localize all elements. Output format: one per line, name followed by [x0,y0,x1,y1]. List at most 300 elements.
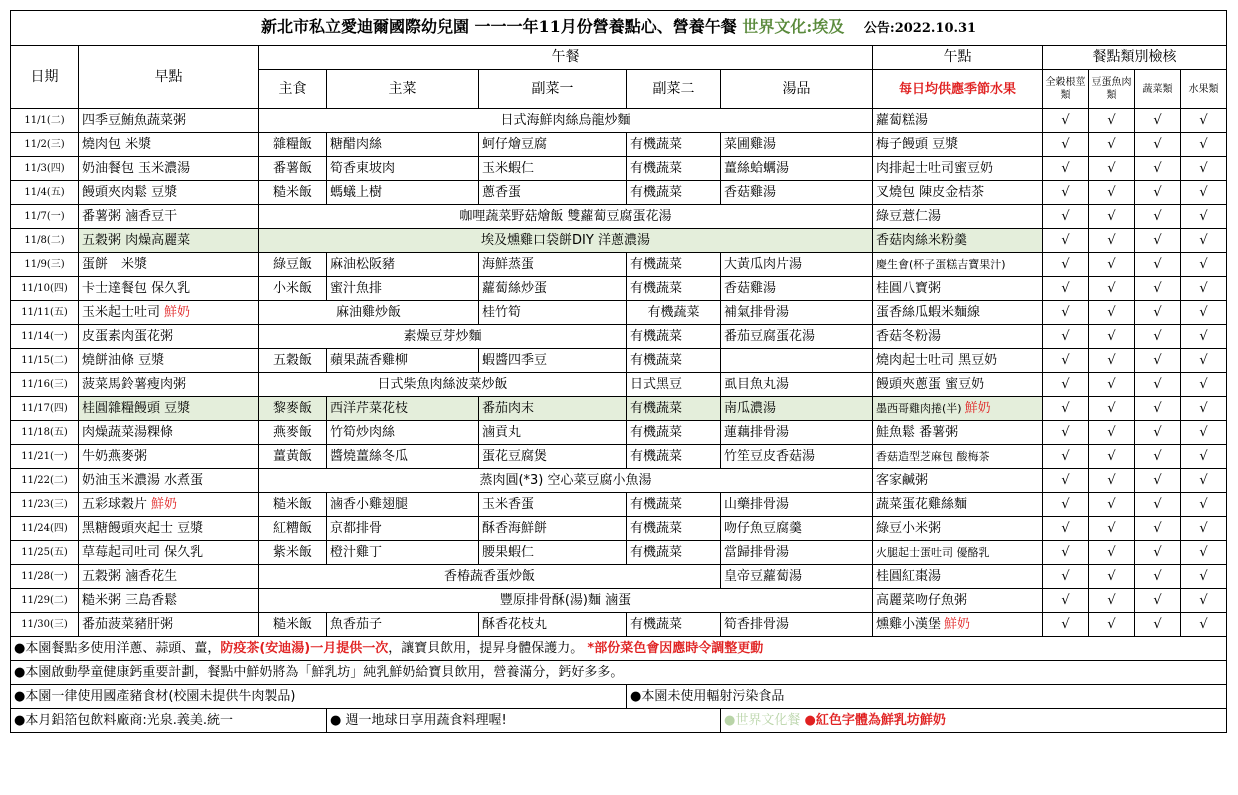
check-mark: √ [1181,277,1227,301]
afternoon-cell [873,589,1043,613]
menu-row [11,205,1227,229]
soup-cell: 山藥排骨湯 [721,493,873,517]
side1-cell: 蚵仔燴豆腐 [479,133,627,157]
check-mark: √ [1089,157,1135,181]
menu-row [11,613,1227,637]
breakfast-cell [79,157,259,181]
main-dish-cell: 京都排骨 [327,517,479,541]
check-mark: √ [1135,349,1181,373]
header-lunch: 午餐 [259,46,873,70]
date-cell: 11/4(五) [11,181,79,205]
check-mark: √ [1181,493,1227,517]
date-cell: 11/24(四) [11,517,79,541]
check-mark: √ [1089,397,1135,421]
soup-cell: 蓮藕排骨湯 [721,421,873,445]
staple-cell: 小米飯 [259,277,327,301]
date-cell: 11/7(一) [11,205,79,229]
header-staple: 主食 [259,70,327,109]
breakfast-cell [79,613,259,637]
check-mark: √ [1181,301,1227,325]
check-mark: √ [1089,181,1135,205]
check-mark: √ [1135,541,1181,565]
breakfast-cell [79,397,259,421]
menu-row [11,133,1227,157]
side2-cell: 有機蔬菜 [627,397,721,421]
breakfast-text: 糙米粥 三島香鬆 [82,593,178,608]
breakfast-text: 奶油餐包 玉米濃湯 [82,161,191,176]
check-mark: √ [1181,109,1227,133]
afternoon-cell [873,133,1043,157]
lunch-merged-cell: 埃及燻雞口袋餅DIY 洋蔥濃湯 [259,229,873,253]
main-dish-cell: 橙汁雞丁 [327,541,479,565]
soup-cell: 香菇雞湯 [721,277,873,301]
menu-row [11,469,1227,493]
check-mark: √ [1181,157,1227,181]
afternoon-text: 綠豆小米粥 [876,521,942,536]
menu-row [11,397,1227,421]
afternoon-text: 肉排起士吐司蜜豆奶 [876,161,994,176]
afternoon-text: 客家鹹粥 [876,473,929,488]
side1-cell: 腰果蝦仁 [479,541,627,565]
note-1-highlight-2: *部份菜色會因應時令調整更動 [587,641,764,656]
side1-cell: 番茄肉末 [479,397,627,421]
main-dish-cell: 蘋果蔬香雞柳 [327,349,479,373]
breakfast-cell [79,253,259,277]
check-mark: √ [1043,229,1089,253]
soup-cell: 筍香排骨湯 [721,613,873,637]
note-3-right: ●本園未使用輻射污染食品 [627,685,1227,709]
menu-row [11,157,1227,181]
check-mark: √ [1181,565,1227,589]
check-mark: √ [1135,301,1181,325]
date-cell: 11/17(四) [11,397,79,421]
check-mark: √ [1181,205,1227,229]
side2-cell: 有機蔬菜 [627,181,721,205]
afternoon-milk: 鮮奶 [964,401,991,416]
date-cell: 11/16(三) [11,373,79,397]
note-1-text-a: ●本園餐點多使用洋蔥、蒜頭、薑， [14,641,221,656]
menu-row [11,565,1227,589]
check-mark: √ [1135,445,1181,469]
check-mark: √ [1043,277,1089,301]
check-mark: √ [1089,229,1135,253]
side2-cell: 有機蔬菜 [627,517,721,541]
afternoon-cell [873,517,1043,541]
breakfast-cell [79,517,259,541]
check-mark: √ [1089,589,1135,613]
check-mark: √ [1089,373,1135,397]
check-mark: √ [1135,565,1181,589]
check-mark: √ [1181,613,1227,637]
afternoon-cell [873,469,1043,493]
afternoon-cell [873,157,1043,181]
side2-cell: 有機蔬菜 [627,301,721,325]
check-mark: √ [1043,541,1089,565]
afternoon-text: 梅子饅頭 豆漿 [876,137,959,152]
main-dish-cell: 滷香小雞翅腿 [327,493,479,517]
check-mark: √ [1043,181,1089,205]
afternoon-cell [873,493,1043,517]
note-4-mid: ● 週一地球日享用蔬食料理喔! [327,709,721,733]
staple-cell: 番薯飯 [259,157,327,181]
side2-cell: 有機蔬菜 [627,325,721,349]
main-dish-cell: 蜜汁魚排 [327,277,479,301]
check-mark: √ [1135,277,1181,301]
afternoon-text: 燒肉起士吐司 黑豆奶 [876,353,998,368]
note-2: ●本園啟動學童健康鈣重要計劃，餐點中鮮奶將為「鮮乳坊」純乳鮮奶給寶貝飲用，營養滿分，鈣好多多。 [11,661,1227,685]
staple-cell: 五穀飯 [259,349,327,373]
lunch-merged-cell: 蒸肉圓(*3) 空心菜豆腐小魚湯 [259,469,873,493]
check-mark: √ [1089,325,1135,349]
note-4-right [721,709,1227,733]
soup-cell: 大黃瓜肉片湯 [721,253,873,277]
header-date: 日期 [11,46,79,109]
title-theme: 世界文化:埃及 [742,17,845,36]
check-mark: √ [1089,349,1135,373]
legend-world-culture: ●世界文化餐 [724,713,801,728]
afternoon-text: 慶生會(杯子蛋糕吉寶果汁) [876,258,1006,271]
soup-cell [721,349,873,373]
check-mark: √ [1043,469,1089,493]
soup-cell: 番茄豆腐蛋花湯 [721,325,873,349]
staple-cell: 糙米飯 [259,181,327,205]
check-mark: √ [1181,541,1227,565]
breakfast-text: 草莓起司吐司 保久乳 [82,545,204,560]
date-cell: 11/1(二) [11,109,79,133]
check-mark: √ [1181,181,1227,205]
check-mark: √ [1043,493,1089,517]
check-mark: √ [1135,421,1181,445]
date-cell: 11/29(二) [11,589,79,613]
note-1 [11,637,1227,661]
soup-cell: 當歸排骨湯 [721,541,873,565]
soup-cell: 吻仔魚豆腐羹 [721,517,873,541]
lunch-merged-cell: 麻油雞炒飯 [259,301,479,325]
check-mark: √ [1043,133,1089,157]
afternoon-cell [873,421,1043,445]
breakfast-text: 饅頭夾肉鬆 豆漿 [82,185,178,200]
check-mark: √ [1043,589,1089,613]
check-mark: √ [1089,301,1135,325]
date-cell: 11/21(一) [11,445,79,469]
check-mark: √ [1135,253,1181,277]
side1-cell: 海鮮蒸蛋 [479,253,627,277]
date-cell: 11/28(一) [11,565,79,589]
check-mark: √ [1135,229,1181,253]
afternoon-text: 香菇造型芝麻包 酸梅茶 [876,450,990,463]
date-cell: 11/2(三) [11,133,79,157]
menu-row [11,421,1227,445]
check-mark: √ [1089,565,1135,589]
header-check-veg: 蔬菜類 [1135,70,1181,109]
breakfast-text: 皮蛋素肉蛋花粥 [82,329,174,344]
check-mark: √ [1089,445,1135,469]
check-mark: √ [1181,133,1227,157]
breakfast-cell [79,277,259,301]
menu-row [11,109,1227,133]
afternoon-text: 高麗菜吻仔魚粥 [876,593,968,608]
breakfast-text: 桂圓雜糧饅頭 豆漿 [82,401,191,416]
staple-cell: 黎麥飯 [259,397,327,421]
breakfast-cell [79,109,259,133]
side1-cell: 酥香花枝丸 [479,613,627,637]
soup-cell: 香菇雞湯 [721,181,873,205]
lunch-merged-cell: 素燥豆芽炒麵 [259,325,627,349]
afternoon-text: 桂圓紅棗湯 [876,569,942,584]
main-dish-cell: 西洋芹菜花枝 [327,397,479,421]
afternoon-cell [873,445,1043,469]
afternoon-text: 蛋香絲瓜蝦米麵線 [876,305,981,320]
check-mark: √ [1181,421,1227,445]
check-mark: √ [1043,397,1089,421]
main-dish-cell: 魚香茄子 [327,613,479,637]
header-afternoon: 午點 [873,46,1043,70]
breakfast-text: 黑糖饅頭夾起士 豆漿 [82,521,204,536]
check-mark: √ [1135,325,1181,349]
date-cell: 11/9(三) [11,253,79,277]
afternoon-cell [873,565,1043,589]
breakfast-cell [79,565,259,589]
check-mark: √ [1181,445,1227,469]
breakfast-text: 菠菜馬鈴薯瘦肉粥 [82,377,187,392]
afternoon-cell [873,253,1043,277]
check-mark: √ [1181,469,1227,493]
afternoon-text: 桂圓八寶粥 [876,281,942,296]
check-mark: √ [1043,325,1089,349]
afternoon-cell [873,325,1043,349]
menu-row [11,229,1227,253]
main-dish-cell: 竹筍炒肉絲 [327,421,479,445]
check-mark: √ [1043,301,1089,325]
check-mark: √ [1089,493,1135,517]
check-mark: √ [1043,421,1089,445]
lunch-merged-cell: 咖哩蔬菜野菇燴飯 雙蘿蔔豆腐蛋花湯 [259,205,873,229]
breakfast-text: 玉米起士吐司 [82,305,161,320]
header-fruit-note: 每日均供應季節水果 [873,70,1043,109]
side2-cell: 有機蔬菜 [627,541,721,565]
check-mark: √ [1089,541,1135,565]
breakfast-text: 五穀粥 滷香花生 [82,569,178,584]
check-mark: √ [1135,469,1181,493]
header-check-protein: 豆蛋魚肉類 [1089,70,1135,109]
menu-row [11,493,1227,517]
afternoon-milk: 鮮奶 [944,617,971,632]
afternoon-text: 蔬菜蛋花雞絲麵 [876,497,968,512]
staple-cell: 糙米飯 [259,613,327,637]
date-cell: 11/10(四) [11,277,79,301]
header-breakfast: 早點 [79,46,259,109]
date-cell: 11/15(二) [11,349,79,373]
check-mark: √ [1135,205,1181,229]
check-mark: √ [1135,373,1181,397]
check-mark: √ [1089,133,1135,157]
breakfast-text: 四季豆鮪魚蔬菜粥 [82,113,187,128]
menu-row [11,445,1227,469]
breakfast-milk: 鮮奶 [151,497,178,512]
check-mark: √ [1135,157,1181,181]
header-check-grains: 全穀根莖類 [1043,70,1089,109]
side1-cell: 玉米香蛋 [479,493,627,517]
afternoon-cell [873,205,1043,229]
side2-cell: 有機蔬菜 [627,253,721,277]
date-cell: 11/25(五) [11,541,79,565]
side2-cell: 日式黑豆 [627,373,721,397]
check-mark: √ [1089,205,1135,229]
breakfast-cell [79,181,259,205]
side1-cell: 蝦醬四季豆 [479,349,627,373]
header-main-dish: 主菜 [327,70,479,109]
note-3-left: ●本園一律使用國產豬食材(校園未提供牛肉製品) [11,685,627,709]
menu-sheet [10,10,1226,733]
menu-row [11,373,1227,397]
breakfast-text: 卡士達餐包 保久乳 [82,281,191,296]
check-mark: √ [1043,373,1089,397]
breakfast-text: 奶油玉米濃湯 水煮蛋 [82,473,204,488]
breakfast-text: 五彩球穀片 [82,497,148,512]
check-mark: √ [1135,613,1181,637]
afternoon-cell [873,373,1043,397]
side1-cell: 滷貢丸 [479,421,627,445]
breakfast-milk: 鮮奶 [164,305,191,320]
side2-cell: 有機蔬菜 [627,133,721,157]
check-mark: √ [1043,613,1089,637]
main-dish-cell: 麻油松阪豬 [327,253,479,277]
breakfast-cell [79,229,259,253]
lunch-merged-cell: 香椿蔬香蛋炒飯 [259,565,721,589]
afternoon-cell [873,541,1043,565]
check-mark: √ [1135,133,1181,157]
check-mark: √ [1043,253,1089,277]
check-mark: √ [1089,613,1135,637]
afternoon-text: 綠豆薏仁湯 [876,209,942,224]
breakfast-cell [79,469,259,493]
afternoon-cell [873,397,1043,421]
afternoon-cell [873,277,1043,301]
soup-cell: 竹笙豆皮香菇湯 [721,445,873,469]
afternoon-text: 燻雞小漢堡 [876,617,942,632]
side2-cell: 有機蔬菜 [627,613,721,637]
breakfast-cell [79,541,259,565]
afternoon-text: 饅頭夾蔥蛋 蜜豆奶 [876,377,985,392]
menu-row [11,325,1227,349]
staple-cell: 燕麥飯 [259,421,327,445]
breakfast-text: 燒肉包 米漿 [82,137,152,152]
check-mark: √ [1043,445,1089,469]
check-mark: √ [1181,517,1227,541]
check-mark: √ [1089,253,1135,277]
menu-row [11,301,1227,325]
menu-row [11,349,1227,373]
main-dish-cell: 筍香東坡肉 [327,157,479,181]
check-mark: √ [1043,205,1089,229]
check-mark: √ [1181,229,1227,253]
lunch-merged-cell: 豐原排骨酥(湯)麵 滷蛋 [259,589,873,613]
check-mark: √ [1043,109,1089,133]
breakfast-text: 番茄菠菜豬肝粥 [82,617,174,632]
side2-cell: 有機蔬菜 [627,421,721,445]
breakfast-text: 肉燥蔬菜湯粿條 [82,425,174,440]
side2-cell: 有機蔬菜 [627,157,721,181]
check-mark: √ [1181,349,1227,373]
afternoon-cell [873,349,1043,373]
staple-cell: 紅糟飯 [259,517,327,541]
menu-row [11,589,1227,613]
breakfast-text: 番薯粥 滷香豆干 [82,209,178,224]
menu-row [11,541,1227,565]
breakfast-text: 燒餅油條 豆漿 [82,353,165,368]
title-main: 新北市私立愛迪爾國際幼兒園 一一一年11月份營養點心、營養午餐 [260,17,737,36]
note-1-highlight: 防疫茶(安迪湯)一月提供一次 [220,641,389,656]
afternoon-text: 叉燒包 陳皮金桔茶 [876,185,985,200]
breakfast-cell [79,205,259,229]
check-mark: √ [1181,253,1227,277]
date-cell: 11/23(三) [11,493,79,517]
check-mark: √ [1181,373,1227,397]
check-mark: √ [1089,277,1135,301]
breakfast-cell [79,445,259,469]
check-mark: √ [1135,109,1181,133]
side1-cell: 玉米蝦仁 [479,157,627,181]
afternoon-cell [873,229,1043,253]
afternoon-text: 墨西哥雞肉捲(半) [876,402,962,415]
side1-cell: 蘿蔔絲炒蛋 [479,277,627,301]
afternoon-cell [873,109,1043,133]
soup-cell: 菜圃雞湯 [721,133,873,157]
afternoon-cell [873,613,1043,637]
date-cell: 11/18(五) [11,421,79,445]
breakfast-text: 蛋餅 米漿 [82,257,148,272]
lunch-merged-cell: 日式柴魚肉絲波菜炒飯 [259,373,627,397]
legend-red-milk: ●紅色字體為鮮乳坊鮮奶 [804,713,946,728]
check-mark: √ [1181,325,1227,349]
side2-cell: 有機蔬菜 [627,493,721,517]
breakfast-cell [79,301,259,325]
menu-row [11,277,1227,301]
check-mark: √ [1135,517,1181,541]
afternoon-cell [873,181,1043,205]
menu-row [11,517,1227,541]
side2-cell: 有機蔬菜 [627,445,721,469]
staple-cell: 紫米飯 [259,541,327,565]
breakfast-cell [79,589,259,613]
menu-row [11,181,1227,205]
soup-cell: 南瓜濃湯 [721,397,873,421]
staple-cell: 雜糧飯 [259,133,327,157]
check-mark: √ [1043,517,1089,541]
check-mark: √ [1135,589,1181,613]
staple-cell: 薑黃飯 [259,445,327,469]
afternoon-text: 香菇冬粉湯 [876,329,942,344]
side1-cell: 酥香海鮮餅 [479,517,627,541]
note-1-text-b: ，讓寶貝飲用，提昇身體保護力。 [388,641,584,656]
header-side1: 副菜一 [479,70,627,109]
staple-cell: 綠豆飯 [259,253,327,277]
soup-cell: 薑絲蛤蠣湯 [721,157,873,181]
menu-row [11,253,1227,277]
check-mark: √ [1089,109,1135,133]
menu-table [10,10,1227,733]
breakfast-text: 五穀粥 肉燥高麗菜 [82,233,191,248]
check-mark: √ [1043,157,1089,181]
side1-cell: 蛋花豆腐煲 [479,445,627,469]
breakfast-cell [79,373,259,397]
breakfast-cell [79,421,259,445]
lunch-merged-cell: 日式海鮮肉絲烏龍炒麵 [259,109,873,133]
breakfast-cell [79,349,259,373]
check-mark: √ [1135,493,1181,517]
check-mark: √ [1181,397,1227,421]
breakfast-cell [79,325,259,349]
